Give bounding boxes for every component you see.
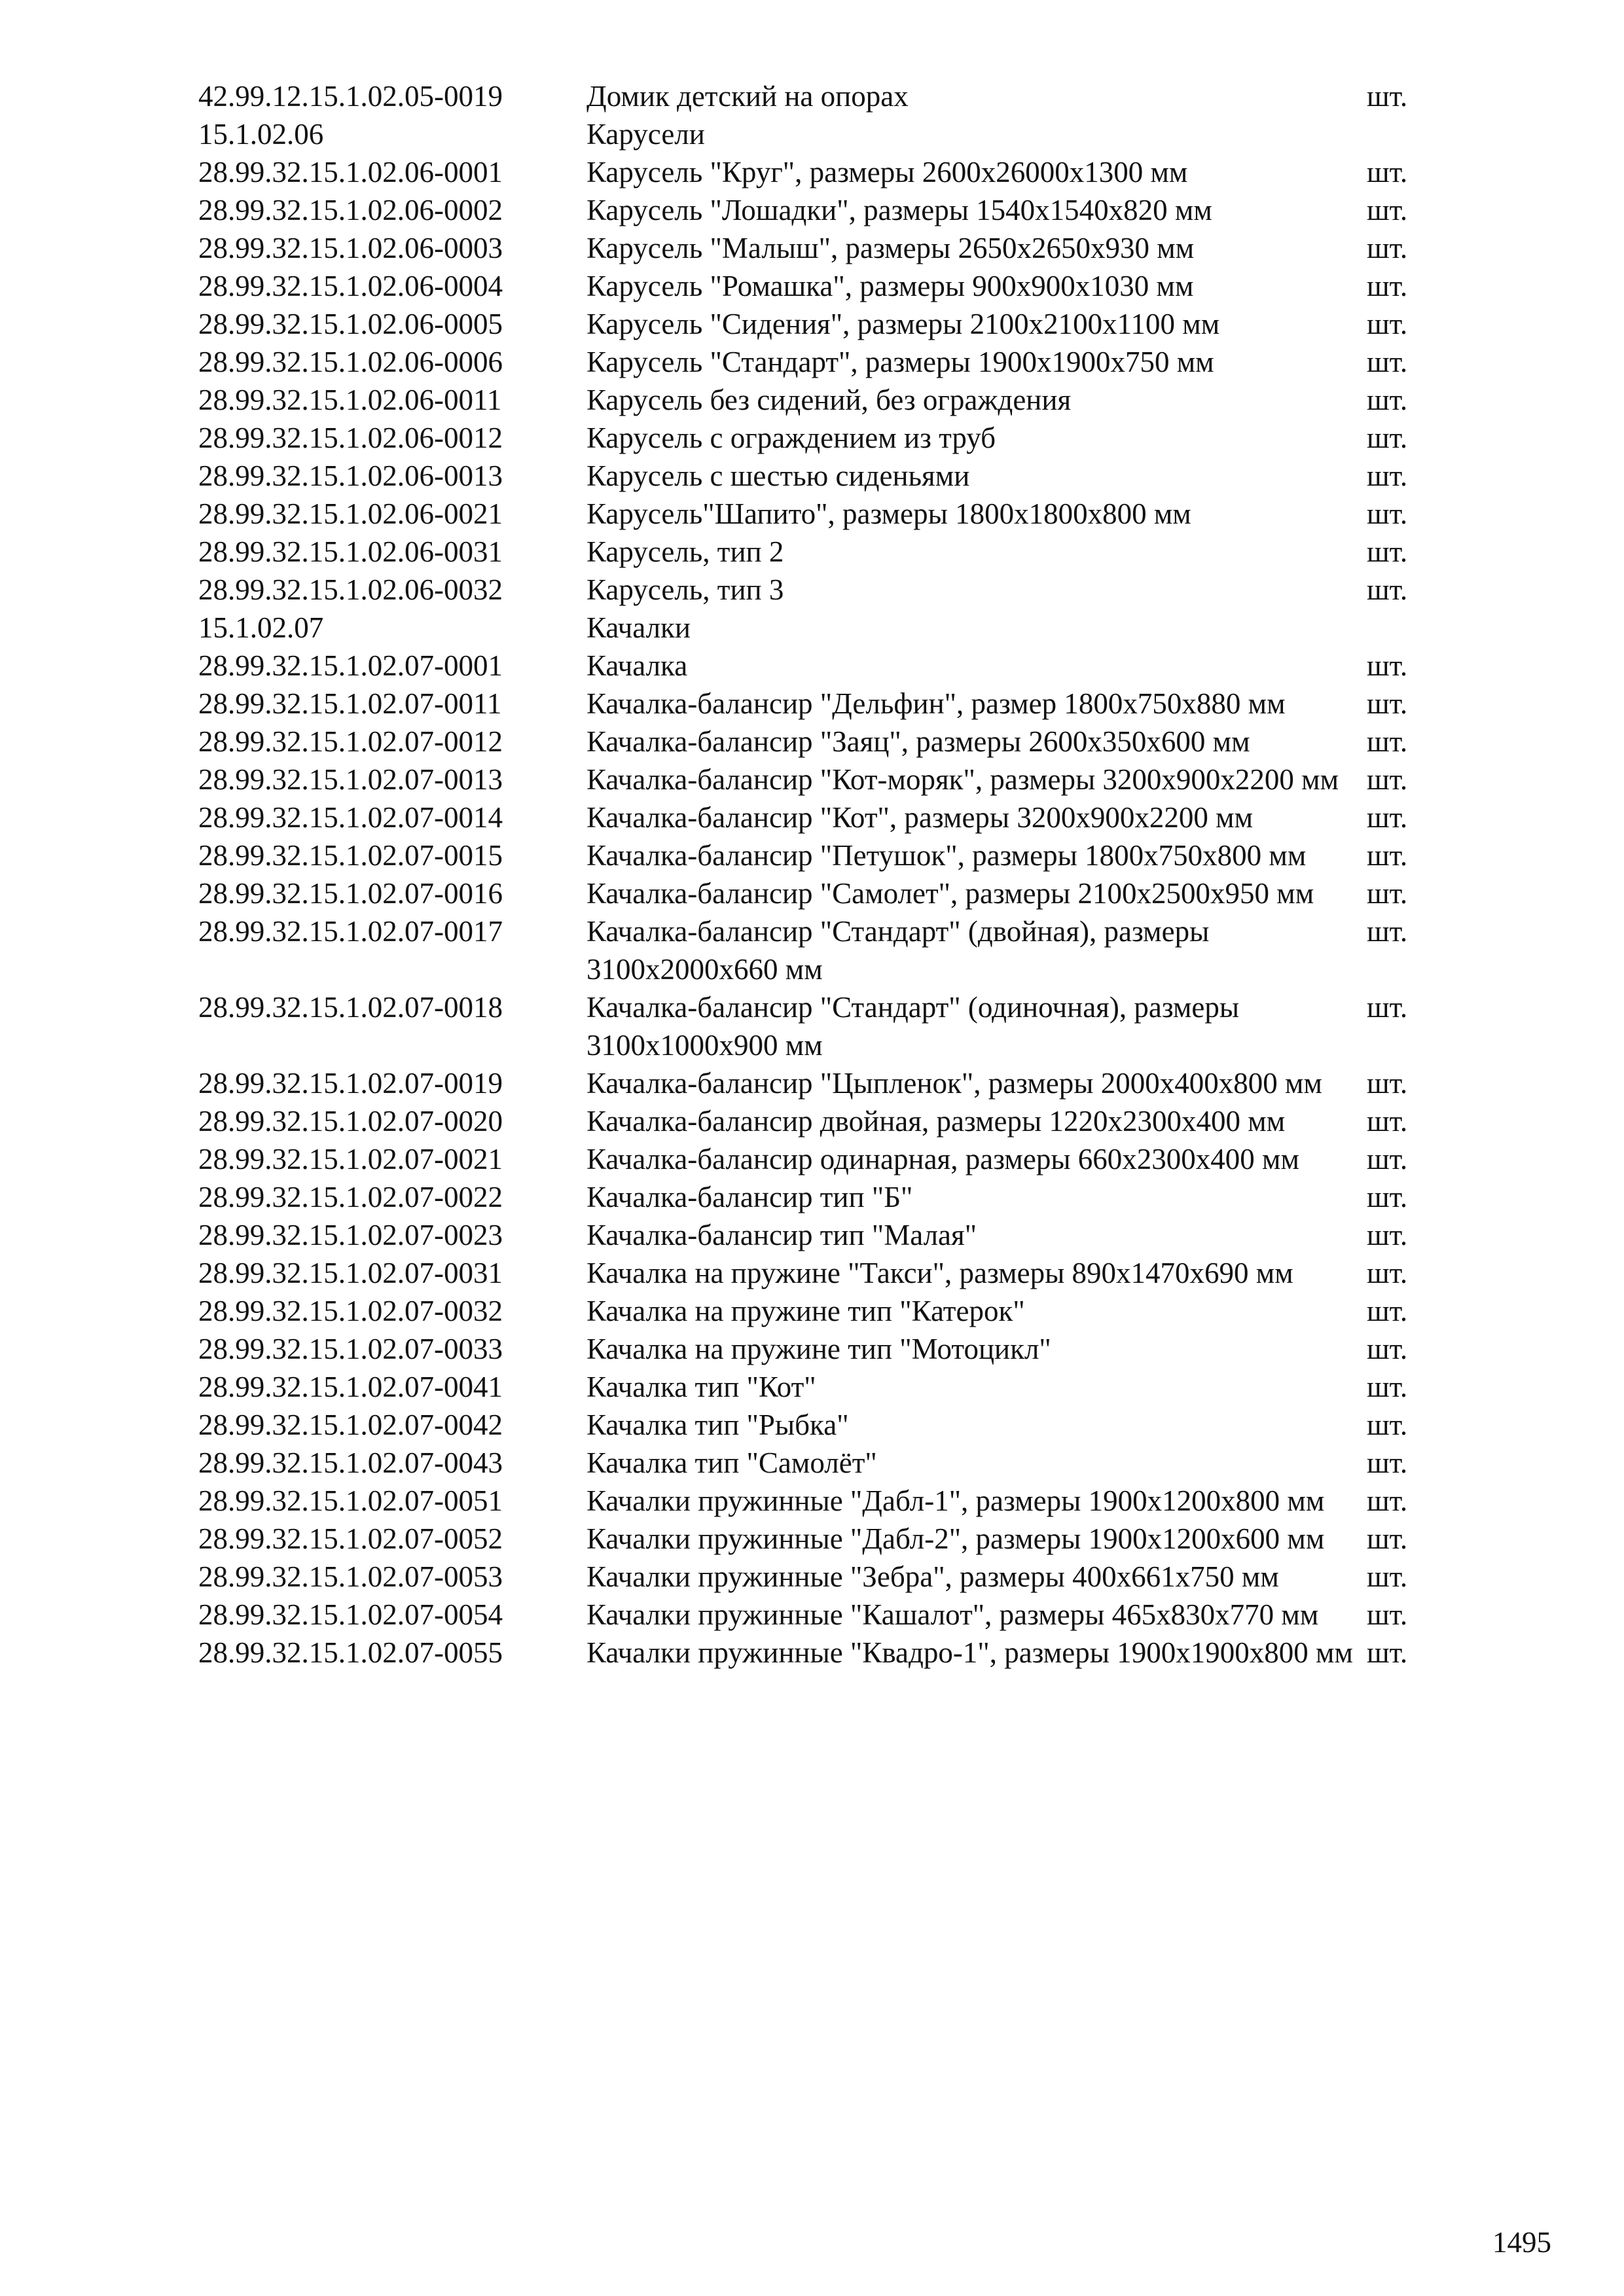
item-name: Карусель "Сидения", размеры 2100х2100х1100 мм [586,308,1220,340]
item-name: Качалка-балансир двойная, размеры 1220х2300х400 мм [586,1105,1286,1138]
item-code: 28.99.32.15.1.02.07-0031 [198,1257,503,1289]
item-code: 28.99.32.15.1.02.07-0017 [198,915,503,948]
item-unit: шт. [1367,1181,1408,1213]
table-row [198,1216,1442,1254]
item-code: 28.99.32.15.1.02.06-0005 [198,308,503,340]
item-code: 28.99.32.15.1.02.07-0012 [198,725,503,758]
table-row [198,1254,1442,1292]
item-code: 15.1.02.06 [198,118,324,151]
item-code: 28.99.32.15.1.02.06-0021 [198,497,503,530]
item-name: Карусель "Стандарт", размеры 1900х1900х750 мм [586,346,1214,378]
item-unit: шт. [1367,1484,1408,1517]
item-unit: шт. [1367,1408,1408,1441]
item-name: Качалка-балансир "Самолет", размеры 2100х2500х950 мм [586,877,1314,910]
item-unit: шт. [1367,1560,1408,1593]
item-name: Карусель"Шапито", размеры 1800х1800х800 мм [586,497,1191,530]
item-code: 28.99.32.15.1.02.07-0015 [198,839,503,872]
table-row [198,761,1442,798]
item-name: Карусель с ограждением из труб [586,422,996,454]
item-unit: шт. [1367,1522,1408,1555]
table-row [198,1140,1442,1178]
item-name: Качалка тип "Рыбка" [586,1408,849,1441]
item-unit: шт. [1367,1598,1408,1631]
item-unit: шт. [1367,991,1408,1024]
item-name: Качалка [586,649,688,682]
table-row [198,495,1442,533]
item-code: 28.99.32.15.1.02.06-0002 [198,194,503,226]
item-name: Карусель, тип 2 [586,535,784,568]
item-unit: шт. [1367,839,1408,872]
table-row [198,1406,1442,1444]
item-name: Качалка-балансир "Кот-моряк", размеры 3200х900х2200 мм [586,763,1339,796]
table-row [198,1444,1442,1482]
table-row [198,685,1442,723]
item-unit: шт. [1367,1295,1408,1327]
item-code: 28.99.32.15.1.02.07-0054 [198,1598,503,1631]
item-code: 15.1.02.07 [198,611,324,644]
item-name: Карусель, тип 3 [586,573,784,606]
item-unit: шт. [1367,422,1408,454]
table-row [198,191,1442,229]
item-unit: шт. [1367,80,1408,113]
table-row [198,1482,1442,1520]
item-name: Карусель с шестью сиденьями [586,459,970,492]
item-unit: шт. [1367,687,1408,720]
table-row [198,1368,1442,1406]
item-name: Качалки пружинные "Дабл-2", размеры 1900х1200х600 мм [586,1522,1325,1555]
item-code: 28.99.32.15.1.02.06-0013 [198,459,503,492]
item-name: Качалки пружинные "Кашалот", размеры 465х830х770 мм [586,1598,1319,1631]
table-row [198,1596,1442,1634]
item-unit: шт. [1367,763,1408,796]
item-code: 28.99.32.15.1.02.07-0055 [198,1636,503,1669]
item-name: Качалка-балансир "Кот", размеры 3200х900х2200 мм [586,801,1254,834]
item-unit: шт. [1367,459,1408,492]
price-list-table [198,77,1442,1672]
item-name: Качалка-балансир "Стандарт" (одиночная), размеры 3100х1000х900 мм [586,991,1240,1062]
item-name: Качалка-балансир "Заяц", размеры 2600х350х600 мм [586,725,1250,758]
item-name: Качалка-балансир тип "Малая" [586,1219,977,1251]
page-number: 1495 [1492,2226,1551,2259]
item-code: 28.99.32.15.1.02.07-0001 [198,649,503,682]
table-row [198,1330,1442,1368]
table-row [198,647,1442,685]
item-code: 28.99.32.15.1.02.07-0052 [198,1522,503,1555]
table-row [198,229,1442,267]
item-name: Качалка-балансир "Цыпленок", размеры 2000х400х800 мм [586,1067,1322,1100]
item-name: Качалка на пружине "Такси", размеры 890х1470х690 мм [586,1257,1293,1289]
item-code: 28.99.32.15.1.02.07-0053 [198,1560,503,1593]
item-unit: шт. [1367,232,1408,264]
item-name: Качалка-балансир "Дельфин", размер 1800х750х880 мм [586,687,1286,720]
item-code: 28.99.32.15.1.02.07-0022 [198,1181,503,1213]
item-name: Качалка-балансир "Петушок", размеры 1800х750х800 мм [586,839,1307,872]
item-name: Домик детский на опорах [586,80,909,113]
item-unit: шт. [1367,1446,1408,1479]
item-code: 28.99.32.15.1.02.07-0011 [198,687,502,720]
item-code: 28.99.32.15.1.02.07-0032 [198,1295,503,1327]
item-code: 28.99.32.15.1.02.07-0042 [198,1408,503,1441]
item-code: 28.99.32.15.1.02.07-0051 [198,1484,503,1517]
item-name: Качалка-балансир одинарная, размеры 660х2300х400 мм [586,1143,1300,1175]
item-name: Карусель "Лошадки", размеры 1540х1540х820 мм [586,194,1212,226]
table-row [198,1520,1442,1558]
item-code: 28.99.32.15.1.02.07-0021 [198,1143,503,1175]
item-code: 28.99.32.15.1.02.06-0012 [198,422,503,454]
table-row [198,874,1442,912]
item-name: Карусели [586,118,705,151]
table-row [198,419,1442,457]
item-code: 28.99.32.15.1.02.06-0006 [198,346,503,378]
table-row [198,1292,1442,1330]
item-code: 28.99.32.15.1.02.07-0023 [198,1219,503,1251]
item-unit: шт. [1367,308,1408,340]
item-name: Качалки пружинные "Зебра", размеры 400х661х750 мм [586,1560,1279,1593]
item-code: 28.99.32.15.1.02.07-0019 [198,1067,503,1100]
table-row [198,1558,1442,1596]
item-unit: шт. [1367,915,1408,948]
item-unit: шт. [1367,535,1408,568]
item-name: Качалка тип "Кот" [586,1371,816,1403]
item-code: 28.99.32.15.1.02.07-0041 [198,1371,503,1403]
table-row [198,381,1442,419]
item-name: Качалки пружинные "Квадро-1", размеры 1900х1900х800 мм [586,1636,1353,1669]
item-name: Качалки пружинные "Дабл-1", размеры 1900х1200х800 мм [586,1484,1325,1517]
item-name: Качалка-балансир "Стандарт" (двойная), размеры 3100х2000х660 мм [586,915,1210,986]
item-unit: шт. [1367,801,1408,834]
table-row [198,571,1442,609]
table-row [198,77,1442,115]
item-unit: шт. [1367,270,1408,302]
item-name: Качалка-балансир тип "Б" [586,1181,913,1213]
item-name: Качалки [586,611,691,644]
item-unit: шт. [1367,725,1408,758]
table-row [198,1178,1442,1216]
item-unit: шт. [1367,649,1408,682]
item-unit: шт. [1367,1105,1408,1138]
item-code: 28.99.32.15.1.02.06-0031 [198,535,503,568]
item-unit: шт. [1367,384,1408,416]
item-name: Качалка на пружине тип "Катерок" [586,1295,1025,1327]
item-code: 28.99.32.15.1.02.06-0001 [198,156,503,188]
item-code: 28.99.32.15.1.02.07-0020 [198,1105,503,1138]
table-row [198,305,1442,343]
item-unit: шт. [1367,1371,1408,1403]
table-row [198,343,1442,381]
table-row [198,988,1442,1064]
item-unit: шт. [1367,1257,1408,1289]
item-code: 28.99.32.15.1.02.06-0003 [198,232,503,264]
item-unit: шт. [1367,156,1408,188]
item-unit: шт. [1367,194,1408,226]
item-name: Качалка тип "Самолёт" [586,1446,877,1479]
item-unit: шт. [1367,573,1408,606]
item-name: Карусель "Малыш", размеры 2650х2650х930 мм [586,232,1195,264]
item-unit: шт. [1367,1636,1408,1669]
item-code: 28.99.32.15.1.02.06-0032 [198,573,503,606]
item-code: 28.99.32.15.1.02.07-0016 [198,877,503,910]
item-code: 28.99.32.15.1.02.07-0014 [198,801,503,834]
item-code: 28.99.32.15.1.02.07-0033 [198,1333,503,1365]
item-unit: шт. [1367,877,1408,910]
table-row [198,533,1442,571]
item-name: Карусель "Ромашка", размеры 900х900х1030 мм [586,270,1194,302]
item-name: Карусель "Круг", размеры 2600х26000х1300 мм [586,156,1188,188]
item-unit: шт. [1367,1219,1408,1251]
item-unit: шт. [1367,1067,1408,1100]
table-row [198,912,1442,988]
table-row [198,798,1442,836]
item-name: Карусель без сидений, без ограждения [586,384,1072,416]
item-unit: шт. [1367,1143,1408,1175]
table-row [198,267,1442,305]
item-code: 28.99.32.15.1.02.07-0018 [198,991,503,1024]
item-name: Качалка на пружине тип "Мотоцикл" [586,1333,1051,1365]
table-row [198,457,1442,495]
table-row [198,723,1442,761]
item-code: 28.99.32.15.1.02.07-0013 [198,763,503,796]
table-row [198,1102,1442,1140]
item-unit: шт. [1367,1333,1408,1365]
table-row [198,836,1442,874]
section-header-row [198,609,1442,647]
item-code: 28.99.32.15.1.02.06-0011 [198,384,502,416]
item-unit: шт. [1367,346,1408,378]
item-unit: шт. [1367,497,1408,530]
item-code: 42.99.12.15.1.02.05-0019 [198,80,503,113]
table-row [198,1064,1442,1102]
item-code: 28.99.32.15.1.02.06-0004 [198,270,503,302]
table-row [198,1634,1442,1672]
table-row [198,153,1442,191]
section-header-row [198,115,1442,153]
item-code: 28.99.32.15.1.02.07-0043 [198,1446,503,1479]
